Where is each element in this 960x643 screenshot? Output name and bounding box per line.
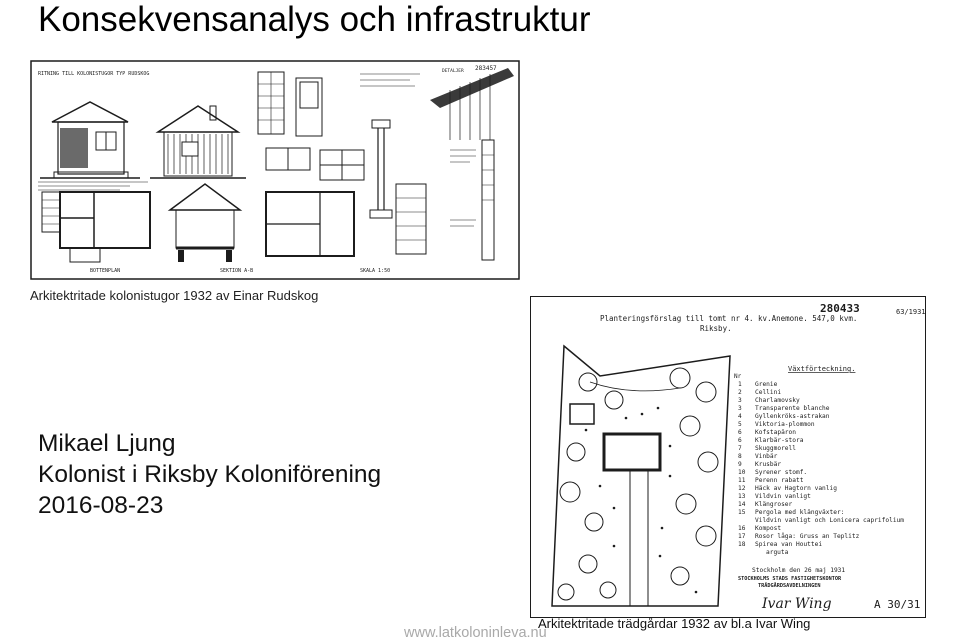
plant-list-title: Växtförteckning. [788,365,856,373]
plan-corner-mark: 63/1931 [896,308,926,316]
plan-signature: Ivar Wing [762,596,832,612]
plant-nr: 6 [738,429,742,436]
plan-city-date: Stockholm den 26 maj 1931 [752,567,846,574]
plant-nr: 9 [738,461,742,468]
plant-nr: 13 [738,493,746,500]
column-detail [370,120,392,218]
plant-name: arguta [766,549,789,556]
plant-name: Grenie [755,381,778,388]
plant-name: Klängroser [755,501,793,508]
plant-name: Syrener stomf. [755,469,808,476]
plant-name: Charlamovsky [755,397,800,404]
speaker-role: Kolonist i Riksby Koloniförening [38,461,382,488]
plant-name: Viktoria-plommon [755,421,815,428]
arch-header: RITNING TILL KOLONISTUGOR TYP RUDSKOG [38,71,150,77]
plant-name: Vildvin vanligt [755,493,811,500]
plant-nr: 16 [738,525,746,532]
plant-name: Cellini [755,389,782,396]
plan-dept-stamp: TRÄDGÅRDSAVDELNINGEN [758,583,821,589]
section-label: SEKTION A-B [220,268,254,274]
plant-name: Transparente blanche [755,405,830,412]
roof-detail [430,68,514,260]
scale-note: SKALA 1:50 [360,268,391,274]
elevation-front [40,102,140,178]
plant-name: Kofstapäron [755,429,796,436]
section-drawing [170,184,253,274]
plant-list [738,381,904,556]
plant-nr: 4 [738,413,742,420]
caption-gardens: Arkitektritade trädgårdar 1932 av bl.a Ivar Wing [538,616,811,631]
plan-place: Riksby. [700,324,732,333]
plant-nr: 15 [738,509,746,516]
plan-bottom-mark: A 30/31 [874,598,921,611]
caption-architecture: Arkitektritade kolonistugor 1932 av Einar Rudskog [30,288,319,303]
door-details [258,72,364,180]
plant-name: Perenn rabatt [755,477,804,484]
plant-name: Gyllenkröks-astrakan [755,413,830,420]
plant-nr: 3 [738,397,742,404]
plant-name: Vildvin vanligt och Lonicera caprifolium [755,517,905,524]
plan-label: BOTTENPLAN [90,268,121,274]
plant-nr: 8 [738,453,742,460]
plant-nr: 10 [738,469,746,476]
garden-plot [552,346,730,606]
plant-nr: 6 [738,437,742,444]
plant-nr: 1 [738,381,742,388]
presentation-date: 2016-08-23 [38,492,164,519]
speaker-block [38,428,381,521]
plant-name: Vinbär [755,453,778,460]
plan-sheet-number: 280433 [820,302,860,315]
detail-label: DETALJER [442,69,464,74]
plant-nr: 11 [738,477,746,484]
plant-nr: 12 [738,485,746,492]
website-url[interactable]: www.latkoloninleva.nu [404,625,547,641]
plant-nr: 3 [738,405,742,412]
elevation-side [150,106,246,178]
plant-nr: 18 [738,541,746,548]
plant-name: Klarbär-stora [755,437,804,444]
plant-list-header: Nr [734,373,742,380]
plant-nr: 2 [738,389,742,396]
architectural-drawing [30,60,520,280]
plant-name: Pergola med klängväxter: [755,509,845,516]
speaker-name: Mikael Ljung [38,430,176,457]
plant-nr: 5 [738,421,742,428]
plant-name: Spirea van Houttei [755,541,823,548]
plant-nr: 17 [738,533,746,540]
plant-name: Kompost [755,525,782,532]
plan-header: Planteringsförslag till tomt nr 4. kv.Anemone. 547,0 kvm. [600,314,858,323]
slide-title: Konsekvensanalys och infrastruktur [38,0,591,39]
arch-sheet-number: 283457 [475,65,497,72]
plant-name: Krusbär [755,461,782,468]
plant-nr: 7 [738,445,742,452]
floor-plan-2 [266,184,426,274]
plan-office-stamp: STOCKHOLMS STADS FASTIGHETSKONTOR [738,576,842,582]
plant-name: Skuggmorell [755,445,796,452]
floor-plan [42,192,150,274]
plant-name: Häck av Hagtorn vanlig [755,485,837,492]
plant-nr: 14 [738,501,746,508]
plant-name: Rosor låga: Gruss an Teplitz [755,533,860,540]
garden-plan-drawing [530,296,926,618]
